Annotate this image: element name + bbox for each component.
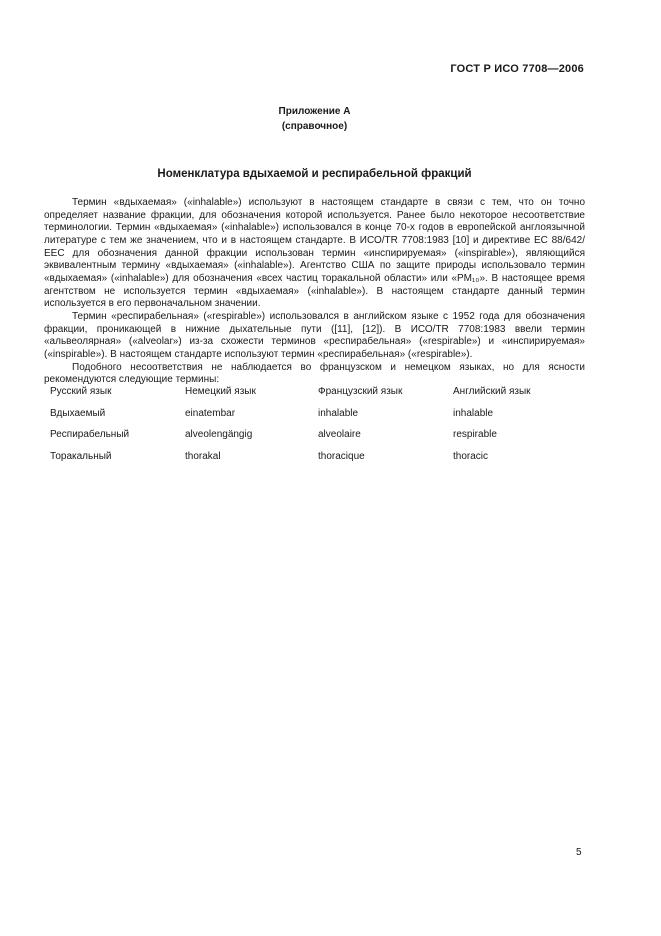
column-header-russian: Русский язык (50, 386, 112, 397)
paragraph-respirable-term: Термин «респирабельная» («respirable») использовался в английском языке с 1952 года для обозначения фракции, проникающей в нижние дыхательные пути ([11], [12]). В ИСО/TR 7708:1983 ввели термин «альвеолярная» («alveolar») из-за схожести терминов «респирабельная» («respirable») и «инспирируемая» («inspirable»). В настоящем стандарте используют термин «респирабельная» («respirable»). (44, 310, 585, 360)
column-header-french: Французский язык (318, 386, 403, 397)
appendix-label: Приложение А (278, 106, 351, 117)
table-cell: inhalable (453, 407, 494, 419)
table-cell: thoracique (318, 450, 365, 462)
table-row-thoracic (50, 451, 595, 473)
table-cell: einatembar (185, 407, 236, 419)
body-text (44, 197, 585, 387)
page-number: 5 (576, 847, 582, 858)
table-cell: thoracic (453, 450, 489, 462)
table-row-respirable (50, 429, 595, 451)
table-cell: thorakal (185, 450, 221, 462)
table-header-row (50, 386, 595, 408)
table-cell: alveolengängig (185, 429, 253, 440)
section-title: Номенклатура вдыхаемой и респирабельной фракций (157, 168, 472, 180)
table-row-inhalable (50, 408, 595, 430)
table-cell: Торакальный (50, 450, 112, 462)
column-header-english: Английский язык (453, 386, 531, 397)
appendix-heading (44, 104, 585, 134)
column-header-german: Немецкий язык (185, 386, 256, 397)
paragraph-inhalable-term: Термин «вдыхаемая» («inhalable») используют в настоящем стандарте в связи с тем, что он точно определяет название фракции, для обозначения которой используется. Ранее было некоторое несоответствие терминологии. Термин «вдыхаемая» («inhalable») использовался в конце 70-х годов в европейской англоязычной литературе с тем же значением, что и в настоящем стандарте. В ИСО/TR 7708:1983 [10] и директиве ЕС 88/642/ЕЕС для обозначения данной фракции использован термин «инспирируемая» («inspirable»), являющийся эквивалентным термину «вдыхаемая» («inhalable»). Агентство США по защите природы использовало термин «вдыхаемая» («inhalable») для обозначения «всех частиц торакальной области» или «РМ₁₀». В настоящее время агентством не используется термин «вдыхаемая» («inhalable»). В настоящем стандарте данный термин используется в его первоначальном значении. (44, 197, 585, 310)
table-cell: alveolaire (318, 429, 361, 440)
paragraph-recommended-terms: Подобного несоответствия не наблюдается во французском и немецком языках, но для ясности рекомендуются следующие термины: (44, 361, 585, 386)
table-cell: respirable (453, 429, 497, 440)
table-cell: Вдыхаемый (50, 407, 106, 419)
table-cell: inhalable (318, 407, 359, 419)
language-terms-table (50, 386, 595, 472)
table-cell: Респирабельный (50, 429, 130, 440)
document-code: ГОСТ Р ИСО 7708—2006 (450, 63, 584, 75)
appendix-note: (справочное) (281, 121, 348, 132)
